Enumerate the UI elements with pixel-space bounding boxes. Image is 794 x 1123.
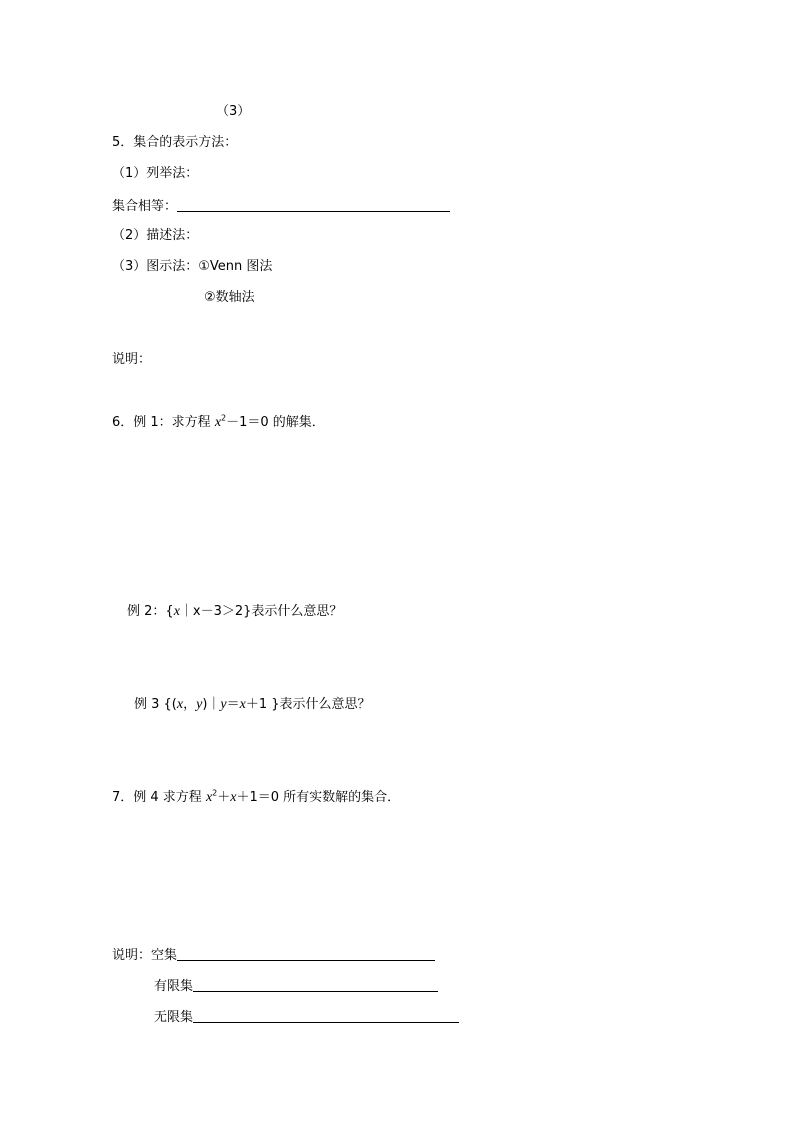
example-3-text-b: ＋1 }表示什么意思？ (245, 697, 371, 712)
example-3 (134, 697, 371, 713)
example-3-var-y: y (196, 697, 203, 712)
example-4-text-a: 7．例 4 求方程 (112, 790, 206, 805)
example-1-text-b: －1＝0 的解集． (226, 415, 325, 430)
example-1-var-x: x (214, 415, 222, 430)
example-2-text-a: 例 2：{ (127, 604, 174, 619)
example-4-exponent: 2 (212, 788, 218, 798)
empty-set-blank[interactable] (177, 946, 435, 961)
example-3-var-x2: x (239, 697, 246, 712)
section-5-note: 说明： (112, 352, 152, 367)
finite-set-blank[interactable] (193, 977, 438, 992)
section-7-note-label: 说明： (112, 948, 152, 963)
empty-set-label: 空集 (151, 948, 178, 963)
infinite-set-row (154, 1008, 459, 1026)
method-2-description: （2）描述法： (112, 228, 199, 243)
example-3-text-a: 例 3 {( (134, 697, 177, 712)
example-4-var-x: x (205, 790, 213, 805)
example-2-var-x: x (173, 604, 180, 619)
example-3-var-y2: y (220, 697, 227, 712)
example-1 (112, 415, 325, 431)
example-3-equals: ＝ (226, 697, 240, 712)
method-3-diagram: （3）图示法：①Venn 图法 (112, 259, 273, 274)
finite-set-row (154, 977, 438, 995)
empty-set-row (112, 946, 435, 964)
method-3-number-line: ②数轴法 (204, 290, 255, 305)
method-1-enumeration: （1）列举法： (112, 166, 199, 181)
example-2-text-b: ｜x－3＞2}表示什么意思？ (179, 604, 343, 619)
finite-set-label: 有限集 (154, 979, 194, 994)
example-3-bar: )｜ (202, 697, 221, 712)
example-4-text-b: ＋1＝0 所有实数解的集合． (236, 790, 401, 805)
infinite-set-blank[interactable] (193, 1008, 459, 1023)
infinite-set-label: 无限集 (154, 1010, 194, 1025)
section-5-heading: 5．集合的表示方法： (112, 135, 238, 150)
example-2 (127, 604, 342, 620)
item-3-label: （3） (216, 104, 251, 119)
example-3-var-x: x (176, 697, 184, 712)
example-1-text-a: 6．例 1：求方程 (112, 415, 215, 430)
set-equality-label: 集合相等： (112, 199, 178, 214)
example-4 (112, 790, 400, 806)
example-4-plus: ＋ (217, 790, 231, 805)
example-3-comma: ， (183, 697, 197, 712)
example-4-var-x2: x (230, 790, 237, 805)
example-1-exponent: 2 (221, 413, 227, 423)
set-equality-blank[interactable] (177, 197, 450, 212)
set-equality-row (112, 197, 450, 215)
